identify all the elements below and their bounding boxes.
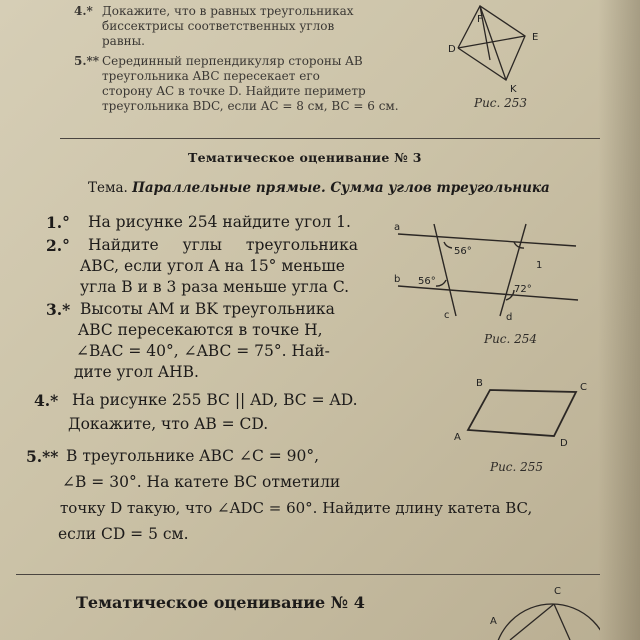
- top-problem-4-line: Докажите, что в равных треугольниках: [102, 4, 354, 18]
- fig4-label-c: C: [554, 586, 561, 597]
- problem-1-line: На рисунке 254 найдите угол 1.: [88, 213, 351, 231]
- fig255-label-a: A: [454, 432, 461, 443]
- fig4-chord: [554, 604, 570, 640]
- fig4-chord: [510, 604, 554, 640]
- fig254-angle-top: 56°: [454, 246, 472, 257]
- fig254-label-c: c: [444, 310, 450, 321]
- section-3-theme: [88, 180, 550, 196]
- fig253-caption: Рис. 253: [474, 96, 528, 110]
- fig254-angle-left: 56°: [418, 276, 436, 287]
- fig4-label-a: A: [490, 616, 497, 627]
- fig255-label-c: C: [580, 382, 587, 393]
- figure-253: [440, 0, 550, 95]
- top-problem-5-line: Серединный перпендикуляр стороны AB: [102, 54, 363, 68]
- fig254-angle-right: 72°: [514, 284, 532, 295]
- theme-text: Параллельные прямые. Сумма углов треугольника: [132, 180, 550, 196]
- problem-5-line: В треугольнике ABC ∠C = 90°,: [66, 447, 320, 465]
- fig253-label-d: D: [448, 44, 456, 55]
- line-b: [398, 286, 578, 300]
- arc-top-angle: [444, 242, 452, 248]
- problem-3-line: ABC пересекаются в точке H,: [78, 321, 323, 339]
- transversal-d: [500, 224, 526, 316]
- problem-4-number: 4.*: [34, 391, 59, 410]
- figure-section-4: [470, 580, 600, 640]
- problem-3-line: Высоты AM и BK треугольника: [80, 300, 335, 318]
- fig255-label-d: D: [560, 438, 568, 449]
- problem-5-number: 5.**: [26, 447, 59, 466]
- problem-2-line: угла B и в 3 раза меньше угла C.: [80, 278, 350, 296]
- problem-4-line: Докажите, что AB = CD.: [68, 415, 269, 433]
- problem-2-number: 2.°: [46, 236, 70, 255]
- top-problem-4-line: биссектрисы соответственных углов: [102, 19, 335, 33]
- problem-2-line: ABC, если угол A на 15° меньше: [80, 257, 345, 275]
- fig254-label-d: d: [506, 312, 513, 323]
- section-4-title: Тематическое оценивание № 4: [76, 593, 365, 612]
- fig254-label-a: a: [394, 222, 401, 233]
- figure-254: [380, 220, 590, 330]
- problem-5-line: ∠B = 30°. На катете BC отметили: [62, 473, 341, 491]
- top-problem-5-line: треугольника ABC пересекает его: [102, 69, 320, 83]
- section-3-title: Тематическое оценивание № 3: [188, 150, 422, 165]
- fig254-label-angle-1: 1: [536, 260, 543, 271]
- arc-left-angle: [436, 280, 446, 286]
- top-problem-4-number: 4.*: [74, 4, 93, 18]
- problem-5-line: если CD = 5 см.: [58, 525, 189, 543]
- top-problem-5-number: 5.**: [74, 54, 100, 68]
- page-edge-shadow: [598, 0, 640, 640]
- figure-255: [440, 370, 600, 450]
- problem-4-line: На рисунке 255 BC || AD, BC = AD.: [72, 391, 358, 409]
- fig255-caption: Рис. 255: [490, 460, 544, 474]
- problem-5-line: точку D такую, что ∠ADC = 60°. Найдите длину катета BC,: [60, 499, 533, 517]
- fig253-label-k: K: [510, 84, 517, 95]
- line-a: [398, 234, 576, 246]
- problem-3-line: дите угол AHB.: [74, 363, 199, 381]
- top-problem-4-line: равны.: [102, 34, 145, 48]
- fig253-label-e: E: [532, 32, 539, 43]
- section-divider: [16, 574, 600, 575]
- fig254-caption: Рис. 254: [484, 332, 538, 346]
- fig254-label-b: b: [394, 274, 401, 285]
- fig255-label-b: B: [476, 378, 483, 389]
- problem-1-number: 1.°: [46, 213, 70, 232]
- problem-3-number: 3.*: [46, 300, 71, 319]
- section-divider: [60, 138, 600, 139]
- top-problem-5-line: сторону AC в точке D. Найдите периметр: [102, 84, 366, 98]
- fig253-label-f: F: [477, 14, 483, 25]
- parallelogram: [468, 390, 576, 436]
- problem-3-line: ∠BAC = 40°, ∠ABC = 75°. Най-: [76, 342, 330, 360]
- problem-2-line: Найдите углы треугольника: [88, 236, 358, 254]
- top-problem-5-line: треугольника BDC, если AC = 8 см, BC = 6 см.: [102, 99, 399, 113]
- theme-prefix: Тема.: [88, 180, 128, 196]
